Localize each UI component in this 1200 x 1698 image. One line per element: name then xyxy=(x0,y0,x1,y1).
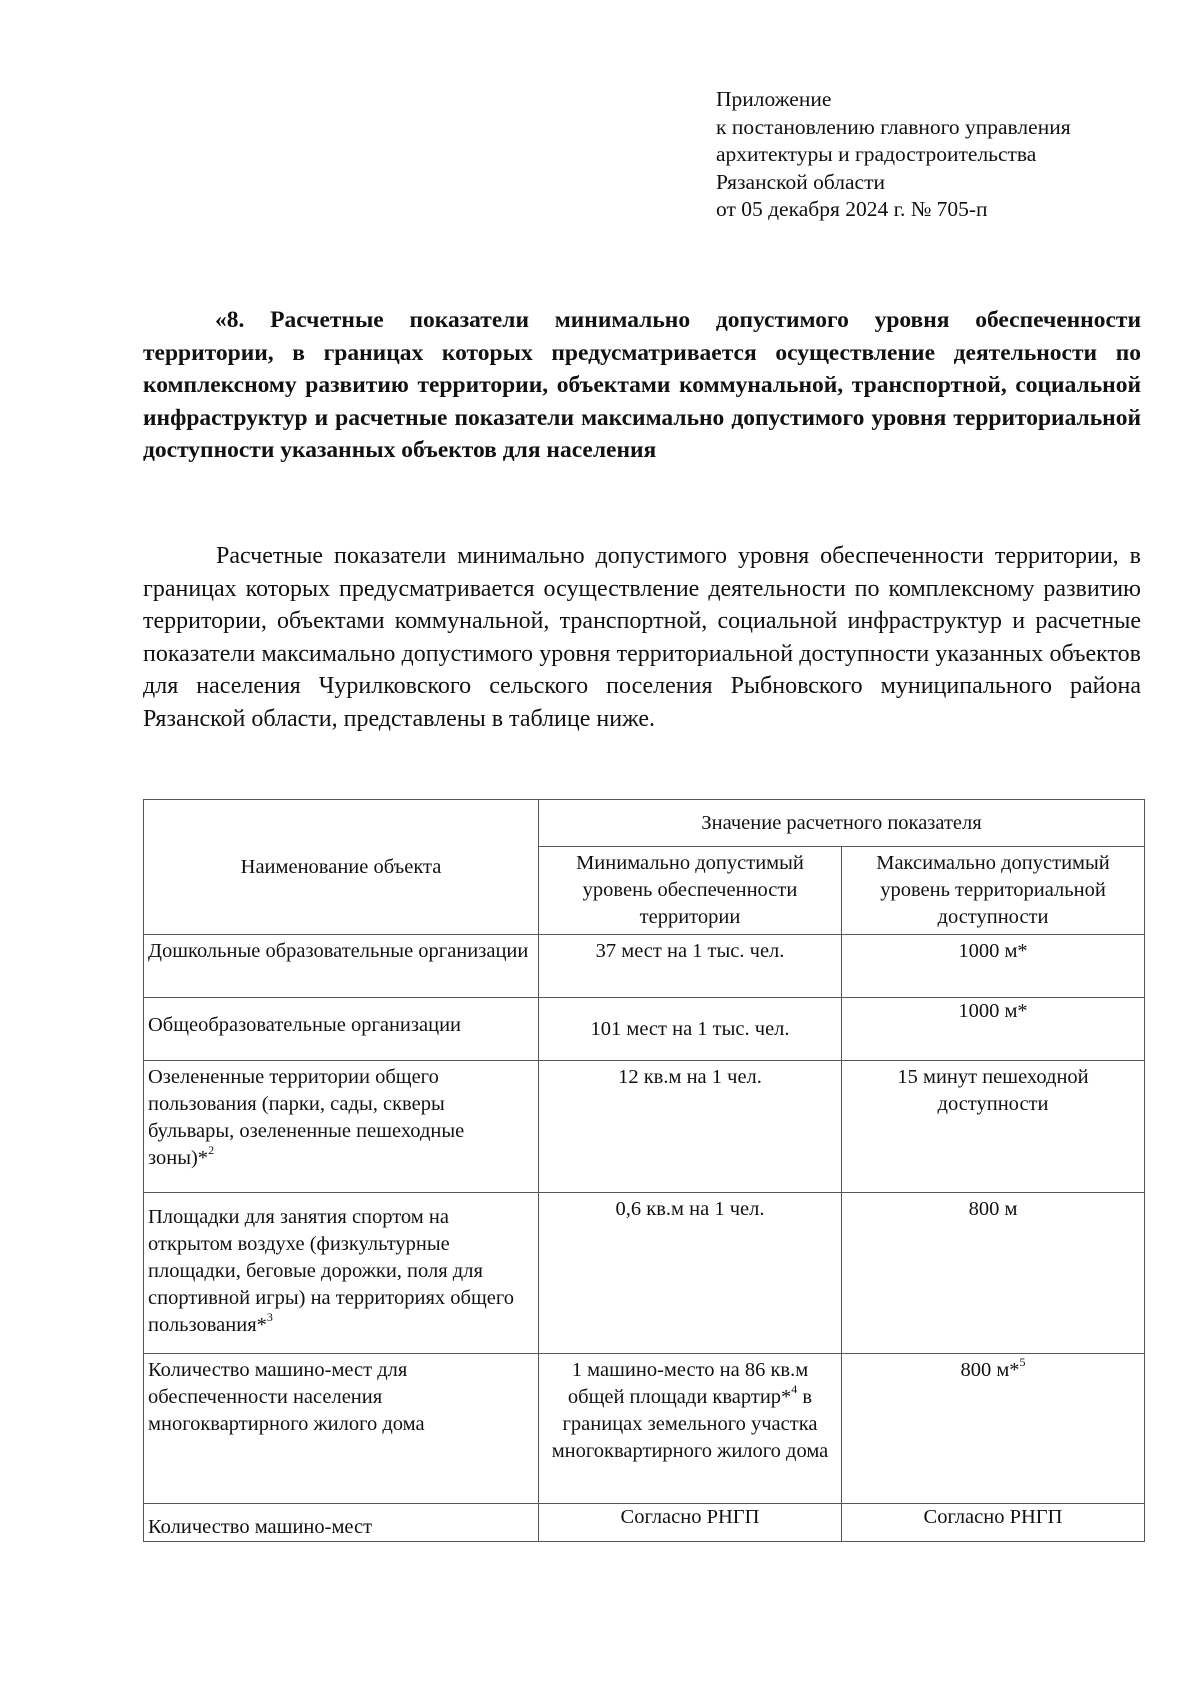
appendix-line: от 05 декабря 2024 г. № 705-п xyxy=(716,197,988,221)
intro-paragraph: Расчетные показатели минимально допустимого уровня обеспеченности территории, в границах которых предусматривается осуществление деятельности по комплексному развитию территории, объектами коммунальной, транспортной, социальной инфраструктур и расчетные показатели максимально допустимого уровня территориальной доступности указанных объектов для населения Чурилковского сельского поселения Рыбновского муниципального района Рязанской области, представлены в таблице ниже. xyxy=(143,543,1141,732)
row-max-cell xyxy=(842,1354,1145,1504)
row-max-cell xyxy=(842,998,1145,1061)
footnote-mark: 3 xyxy=(266,1310,273,1325)
row-max: 1000 м* xyxy=(958,940,1028,962)
appendix-block xyxy=(716,86,1071,224)
row-name-cell xyxy=(144,935,539,998)
appendix-line: к постановлению главного управления xyxy=(716,114,1071,139)
header-min-level: Минимально допустимый уровень обеспеченности территории xyxy=(539,847,842,935)
row-min: 37 мест на 1 тыс. чел. xyxy=(595,940,785,962)
row-min-cell xyxy=(539,1193,842,1354)
table-row xyxy=(144,935,1145,998)
appendix-line: архитектуры и градостроительства xyxy=(716,142,1037,166)
appendix-line: Рязанской области xyxy=(716,169,885,194)
row-name: Общеобразовательные организации xyxy=(148,1014,462,1036)
row-min: 12 кв.м на 1 чел. xyxy=(618,1066,762,1088)
row-name-cell xyxy=(144,1061,539,1193)
row-max: 15 минут пешеходной доступности xyxy=(897,1066,1089,1115)
row-min: 0,6 кв.м на 1 чел. xyxy=(615,1198,765,1220)
row-name: Озелененные территории общего пользования (парки, сады, скверы бульвары, озелененные пешеходные зоны)* xyxy=(148,1066,465,1169)
row-min: 1 машино-место на 86 кв.м общей площади квартир* xyxy=(567,1359,809,1408)
row-name: Площадки для занятия спортом на открытом воздухе (физкультурные площадки, беговые дорожки, поля для спортивной игры) на территориях общего пользования* xyxy=(148,1206,514,1336)
row-name-cell xyxy=(144,1193,539,1354)
row-name-cell xyxy=(144,998,539,1061)
footnote-mark: 2 xyxy=(208,1143,215,1158)
table-row xyxy=(144,1504,1145,1542)
row-min-tail: в границах земельного участка многоквартирного жилого дома xyxy=(551,1386,829,1462)
footnote-mark: 4 xyxy=(791,1382,798,1397)
row-min-cell xyxy=(539,1061,842,1193)
row-name-cell xyxy=(144,1504,539,1542)
row-max: Согласно РНГП xyxy=(923,1506,1063,1528)
row-name: Количество машино-мест для обеспеченности населения многоквартирного жилого дома xyxy=(148,1359,425,1435)
row-max-cell xyxy=(842,1061,1145,1193)
row-max: 800 м xyxy=(968,1198,1018,1220)
header-object-name: Наименование объекта xyxy=(144,800,539,935)
section-heading-text: «8. Расчетные показатели минимально допустимого уровня обеспеченности территории, в границах которых предусматривается осуществление деятельности по комплексному развитию территории, объектами коммунальной, транспортной, социальной инфраструктур и расчетные показатели максимально допустимого уровня территориальной доступности указанных объектов для населения xyxy=(143,307,1141,463)
row-name-cell xyxy=(144,1354,539,1504)
footnote-mark: 5 xyxy=(1019,1355,1026,1370)
table-row xyxy=(144,1061,1145,1193)
table-row xyxy=(144,998,1145,1061)
row-name: Количество машино-мест xyxy=(148,1516,373,1538)
row-min-cell xyxy=(539,935,842,998)
appendix-line: Приложение xyxy=(716,87,832,111)
header-value-group: Значение расчетного показателя xyxy=(539,800,1145,847)
row-name: Дошкольные образовательные организации xyxy=(148,940,529,962)
header-max-level: Максимально допустимый уровень территориальной доступности xyxy=(842,847,1145,935)
row-max-cell xyxy=(842,935,1145,998)
row-max: 1000 м* xyxy=(958,1000,1028,1022)
row-max-cell xyxy=(842,1193,1145,1354)
row-min: 101 мест на 1 тыс. чел. xyxy=(590,1017,790,1040)
row-min-cell xyxy=(539,1504,842,1542)
indicators-table xyxy=(143,799,1145,1542)
table-row xyxy=(144,1193,1145,1354)
row-min: Согласно РНГП xyxy=(620,1506,760,1528)
row-min-cell xyxy=(539,1354,842,1504)
table-row xyxy=(144,1354,1145,1504)
section-heading xyxy=(143,304,1141,467)
row-max-cell xyxy=(842,1504,1145,1542)
row-min-cell xyxy=(539,998,842,1061)
row-max: 800 м* xyxy=(960,1359,1020,1381)
